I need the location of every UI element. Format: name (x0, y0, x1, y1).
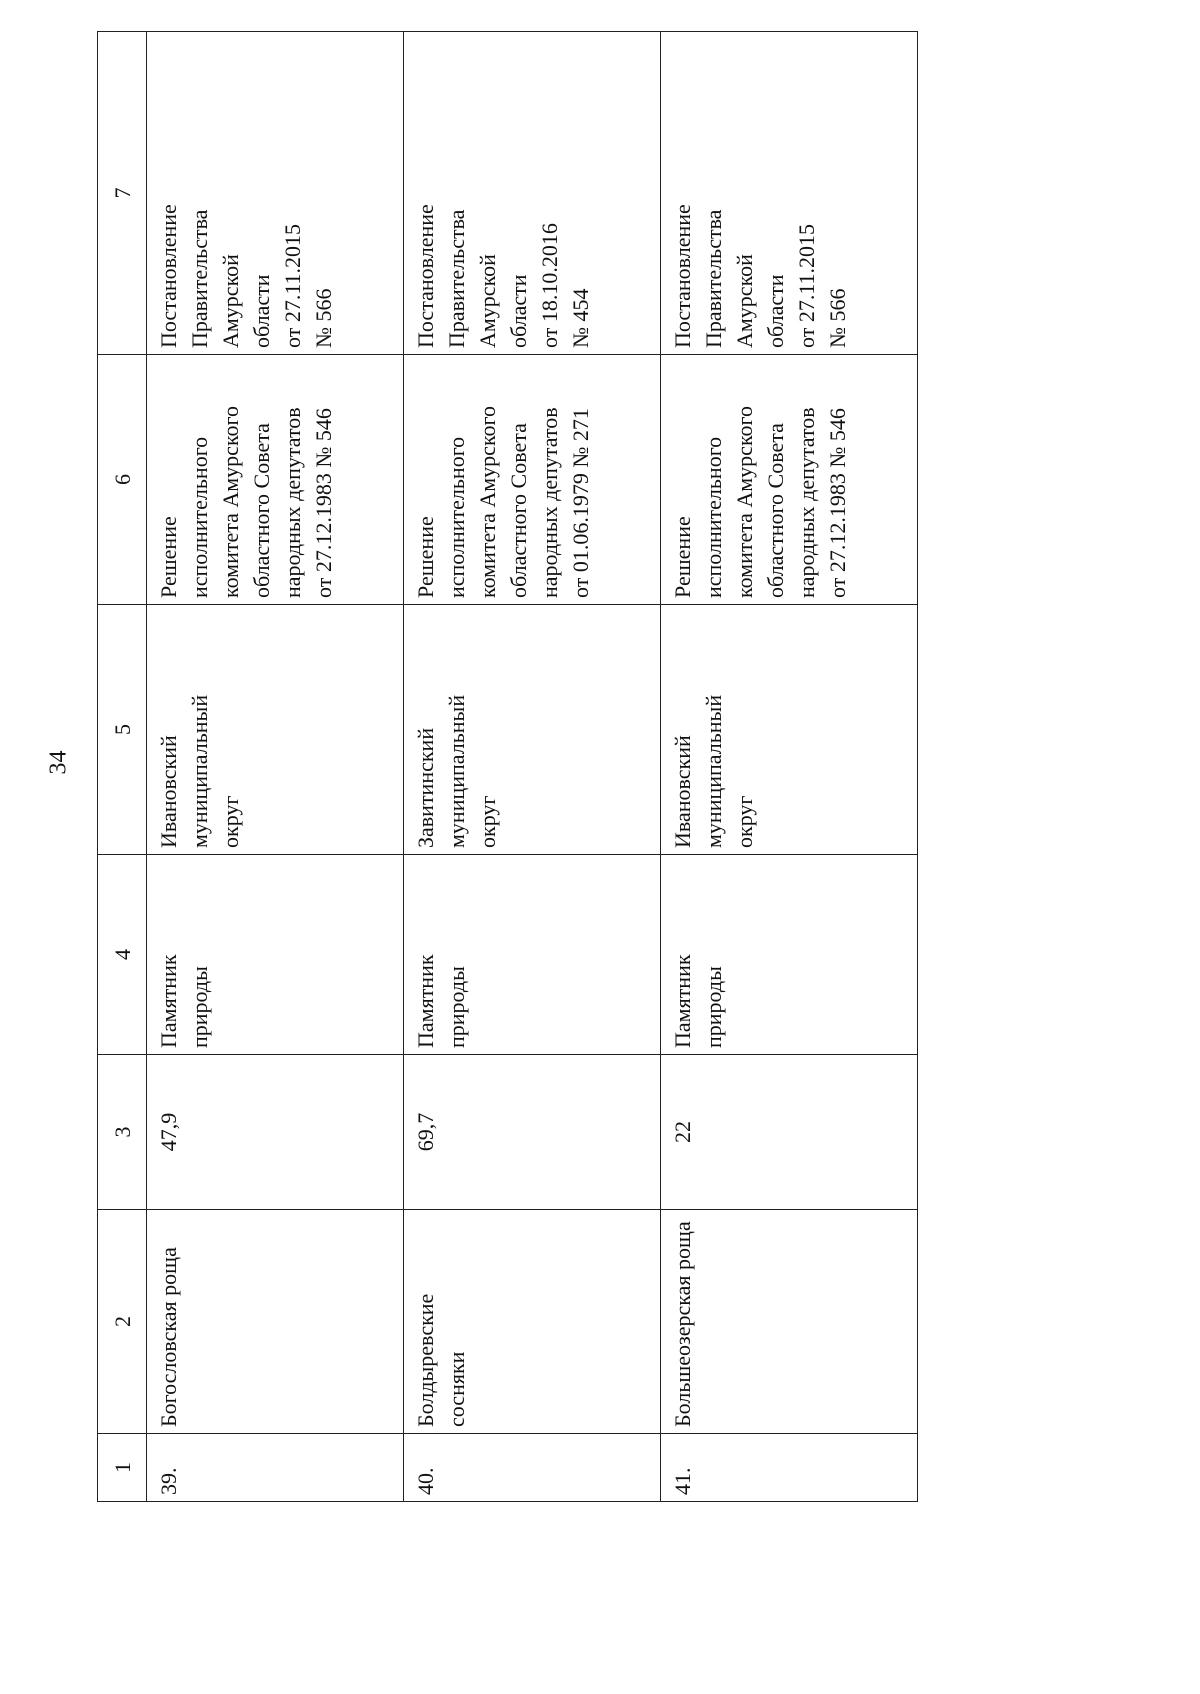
resolution-line: области (763, 274, 788, 348)
header-cell-7: 7 (98, 32, 147, 355)
category-line: Памятник (156, 954, 181, 1048)
header-cell-2: 2 (98, 1210, 147, 1434)
location-line: Ивановский (156, 735, 181, 848)
resolution-line: № 566 (825, 288, 850, 348)
header-row (98, 32, 147, 1502)
category-cell (404, 855, 661, 1055)
decision-line: от 27.12.1983 № 546 (825, 408, 850, 598)
decision-line: комитета Амурского (732, 406, 757, 598)
object-name: Болдыревские сосняки (404, 1210, 661, 1434)
resolution-line: Постановление (670, 204, 695, 348)
area-value: 69,7 (404, 1055, 661, 1210)
category-line: Памятник (413, 954, 438, 1048)
header-cell-4: 4 (98, 855, 147, 1055)
decision-line: Решение (670, 516, 695, 598)
decision-cell (147, 355, 404, 605)
row-number: 39. (147, 1434, 404, 1502)
table-row (661, 32, 918, 1502)
decision-line: народных депутатов (794, 407, 819, 598)
resolution-line: области (249, 274, 274, 348)
resolution-line: Правительства (187, 209, 212, 348)
resolution-line: Постановление (156, 204, 181, 348)
area-value: 22 (661, 1055, 918, 1210)
resolution-cell (147, 32, 404, 355)
resolution-line: Амурской (218, 254, 243, 348)
decision-line: комитета Амурского (475, 406, 500, 598)
table-row (147, 32, 404, 1502)
location-line: округ (475, 795, 500, 848)
category-line: природы (444, 966, 469, 1048)
decision-line: исполнительного (187, 436, 212, 598)
decision-line: народных депутатов (280, 407, 305, 598)
resolution-line: от 27.11.2015 (280, 223, 305, 348)
category-line: природы (187, 966, 212, 1048)
location-cell (661, 605, 918, 855)
decision-cell (404, 355, 661, 605)
row-number: 40. (404, 1434, 661, 1502)
page-number (44, 742, 74, 782)
decision-line: Решение (156, 516, 181, 598)
location-line: округ (218, 795, 243, 848)
location-line: муниципальный (701, 694, 726, 848)
row-number: 41. (661, 1434, 918, 1502)
resolution-cell (404, 32, 661, 355)
protected-areas-table (97, 31, 918, 1502)
location-cell (404, 605, 661, 855)
resolution-line: Амурской (475, 254, 500, 348)
decision-line: исполнительного (701, 436, 726, 598)
decision-line: народных депутатов (537, 407, 562, 598)
header-cell-6: 6 (98, 355, 147, 605)
category-cell (147, 855, 404, 1055)
location-cell (147, 605, 404, 855)
category-line: Памятник (670, 954, 695, 1048)
resolution-line: от 18.10.2016 (537, 223, 562, 348)
header-cell-3: 3 (98, 1055, 147, 1210)
area-value: 47,9 (147, 1055, 404, 1210)
resolution-line: от 27.11.2015 (794, 223, 819, 348)
location-line: Ивановский (670, 735, 695, 848)
table-container (97, 32, 917, 1502)
resolution-line: области (506, 274, 531, 348)
resolution-cell (661, 32, 918, 355)
resolution-line: Постановление (413, 204, 438, 348)
decision-line: от 01.06.1979 № 271 (568, 408, 593, 598)
decision-line: от 27.12.1983 № 546 (311, 408, 336, 598)
location-line: муниципальный (187, 694, 212, 848)
header-cell-5: 5 (98, 605, 147, 855)
resolution-line: Правительства (701, 209, 726, 348)
resolution-line: № 566 (311, 288, 336, 348)
resolution-line: Правительства (444, 209, 469, 348)
decision-line: комитета Амурского (218, 406, 243, 598)
object-name: Большеозерская роща (661, 1210, 918, 1434)
category-cell (661, 855, 918, 1055)
location-line: Завитинский (413, 727, 438, 848)
decision-line: областного Совета (506, 423, 531, 598)
category-line: природы (701, 966, 726, 1048)
header-cell-1: 1 (98, 1434, 147, 1502)
decision-cell (661, 355, 918, 605)
location-line: округ (732, 795, 757, 848)
resolution-line: № 454 (568, 288, 593, 348)
page-number-text: 34 (45, 750, 72, 774)
decision-line: областного Совета (763, 423, 788, 598)
decision-line: Решение (413, 516, 438, 598)
object-name: Богословская роща (147, 1210, 404, 1434)
decision-line: областного Совета (249, 423, 274, 598)
location-line: муниципальный (444, 694, 469, 848)
resolution-line: Амурской (732, 254, 757, 348)
table-row (404, 32, 661, 1502)
decision-line: исполнительного (444, 436, 469, 598)
